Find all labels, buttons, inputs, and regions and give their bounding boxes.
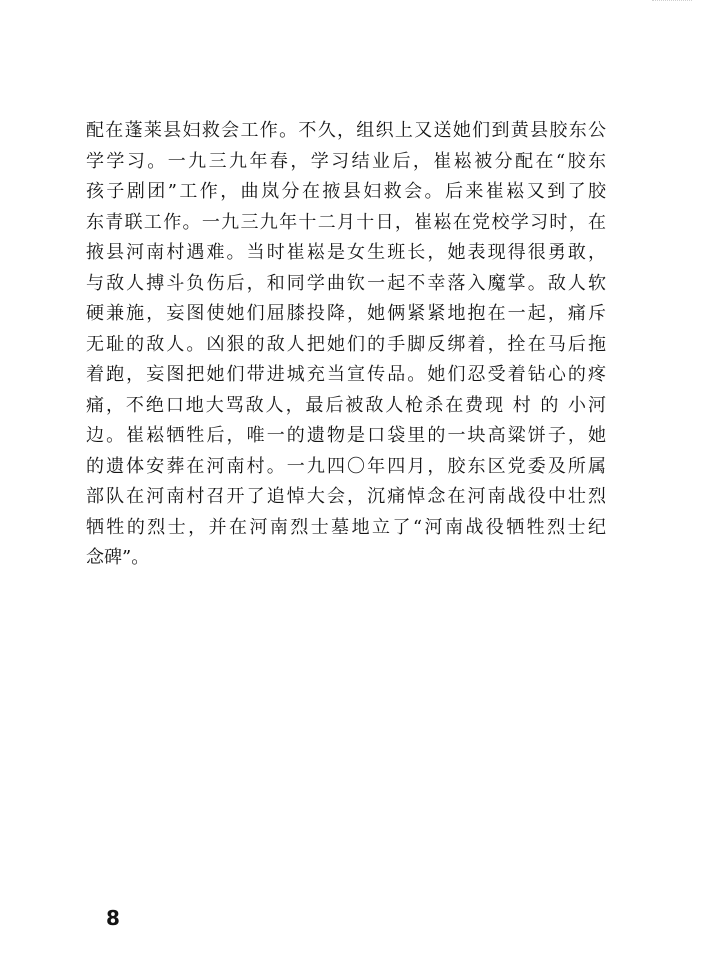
text-line: 配在蓬莱县妇救会工作。不久，组织上又送她们到黄县胶东公 (86, 120, 606, 141)
text-line: 的遗体安葬在河南村。一九四〇年四月，胶东区党委及所属 (86, 455, 606, 477)
text-line: 与敌人搏斗负伤后，和同学曲钦一起不幸落入魔掌。敌人软 (86, 272, 606, 294)
text-line: 念碑”。 (86, 547, 150, 568)
text-line: 孩子剧团”工作，曲岚分在掖县妇救会。后来崔崧又到了胶 (86, 181, 606, 202)
scan-edge-mark (652, 0, 692, 5)
text-line: 部队在河南村召开了追悼大会，沉痛悼念在河南战役中壮烈 (86, 486, 606, 507)
text-line: 牺牲的烈士，并在河南烈士墓地立了“河南战役牺牲烈士纪 (86, 516, 606, 538)
page-number: 8 (106, 906, 120, 930)
text-line: 东青联工作。一九三九年十二月十日，崔崧在党校学习时，在 (86, 211, 606, 233)
text-line: 硬兼施，妄图使她们屈膝投降，她俩紧紧地抱在一起，痛斥 (86, 303, 606, 324)
text-line: 掖县河南村遇难。当时崔崧是女生班长，她表现得很勇敢， (86, 242, 606, 263)
text-line: 无耻的敌人。凶狠的敌人把她们的手脚反绑着，拴在马后拖 (86, 333, 606, 355)
text-line: 边。崔崧牺牲后，唯一的遗物是口袋里的一块高粱饼子，她 (86, 425, 606, 446)
text-line: 着跑，妄图把她们带进城充当宣传品。她们忍受着钻心的疼 (86, 364, 606, 385)
text-line: 学学习。一九三九年春，学习结业后，崔崧被分配在“胶东 (86, 150, 606, 172)
text-line: 痛，不绝口地大骂敌人，最后被敌人枪杀在费现 村 的 小河 (86, 394, 606, 416)
body-text (86, 116, 606, 574)
